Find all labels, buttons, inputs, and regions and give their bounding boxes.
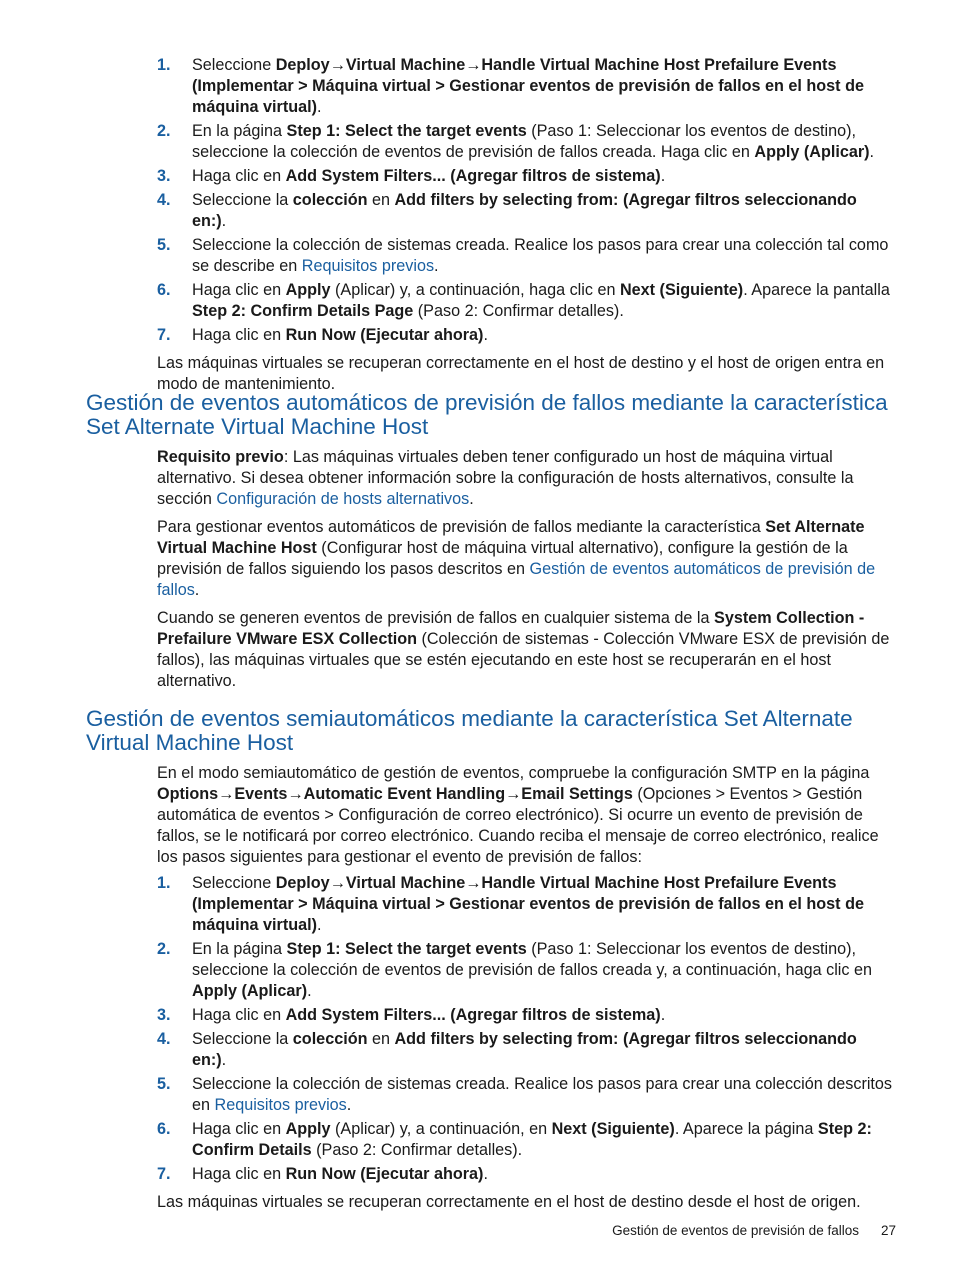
bold-term: Apply: [285, 1120, 331, 1138]
step-number: 1.: [157, 56, 171, 74]
text-run: →: [287, 785, 304, 803]
step-number: 1.: [157, 874, 171, 892]
text-run: (Paso 1: Seleccionar los eventos de destino), seleccione la colección de eventos de previsión de fallos creada. Haga clic en: [192, 122, 857, 161]
ordered-steps: [157, 873, 895, 1185]
step-number: 3.: [157, 167, 171, 185]
automatic-handling-paragraph: [157, 517, 895, 601]
bold-term: Set Alternate Virtual Machine Host: [157, 518, 865, 557]
text-run: Seleccione: [192, 56, 276, 74]
bold-term: Deploy: [275, 56, 330, 74]
text-run: . Aparece la pantalla: [743, 281, 890, 299]
ordered-steps: [157, 55, 895, 346]
bold-term: Next (Siguiente): [619, 281, 744, 299]
bold-term: Virtual Machine: [345, 56, 466, 74]
text-run: (Configurar host de máquina virtual alternativo), configure la gestión de la previsión de fallos siguiendo los pasos descritos en: [157, 539, 848, 578]
text-run: .: [660, 167, 666, 185]
step-number: 2.: [157, 940, 171, 958]
step-number: 5.: [157, 236, 171, 254]
text-run: .: [317, 98, 322, 116]
text-run: En la página: [192, 122, 287, 140]
bold-term: Requisito previo: [157, 448, 284, 466]
text-run: En la página: [192, 940, 287, 958]
text-run: . Aparece la página: [674, 1120, 818, 1138]
prerequisite-paragraph: [157, 447, 895, 510]
text-run: →: [465, 56, 482, 74]
text-run: Seleccione: [192, 874, 276, 892]
bold-term: Step 1: Select the target events: [286, 940, 527, 958]
step-item: [157, 939, 895, 1002]
step-item: [157, 55, 895, 118]
footer-section-title: Gestión de eventos de previsión de fallos: [612, 1223, 859, 1238]
section-body-semiautomatic: [157, 763, 895, 1213]
text-run: →: [218, 785, 235, 803]
text-run: en: [367, 1030, 395, 1048]
bold-term: Handle Virtual Machine Host Prefailure Events (Implementar > Máquina virtual > Gestionar eventos de previsión de fallos en el host de máquina virtual): [192, 56, 864, 116]
step-item: [157, 1074, 895, 1116]
text-run: Haga clic en: [192, 167, 286, 185]
bold-term: Add System Filters... (Agregar filtros de sistema): [285, 167, 661, 185]
bold-term: Next (Siguiente): [551, 1120, 675, 1138]
bold-term: Step 2: Confirm Details Page: [192, 302, 414, 320]
text-run: Seleccione la colección de sistemas creada. Realice los pasos para crear una colección tal como se describe en: [192, 236, 889, 275]
text-run: (Paso 2: Confirmar detalles).: [413, 302, 624, 320]
bold-term: Events: [234, 785, 288, 803]
text-run: (Paso 1: Seleccionar los eventos de destino), seleccione la colección de eventos de previsión de fallos creada y, a continuación, haga clic en: [192, 940, 872, 979]
bold-term: Add filters by selecting from: (Agregar filtros seleccionando en:): [192, 191, 857, 230]
text-run: (Aplicar) y, a continuación, en: [330, 1120, 552, 1138]
bold-term: Add filters by selecting from: (Agregar filtros seleccionando en:): [192, 1030, 857, 1069]
text-run: (Paso 2: Confirmar detalles).: [311, 1141, 523, 1159]
text-run: .: [469, 490, 474, 508]
step-number: 5.: [157, 1075, 171, 1093]
bold-term: Virtual Machine: [345, 874, 466, 892]
step-item: [157, 190, 895, 232]
result-paragraph: Las máquinas virtuales se recuperan correctamente en el host de destino y el host de origen entra en modo de mantenimiento.: [157, 354, 885, 393]
text-run: (Colección de sistemas - Colección VMware ESX de previsión de fallos), las máquinas virtuales que se estén ejecutando en este host se recuperarán en el host alternativo.: [157, 630, 890, 690]
text-run: .: [483, 1165, 488, 1183]
step-item: [157, 1005, 895, 1026]
text-run: →: [329, 56, 346, 74]
text-run: : Las máquinas virtuales deben tener configurado un host de máquina virtual alternativo. Si desea obtener información sobre la configuración de hosts alternativos, consulte la sección: [157, 448, 854, 508]
bold-term: System Collection - Prefailure VMware ESX Collection: [157, 609, 865, 648]
text-run: .: [434, 257, 439, 275]
text-run: .: [660, 1006, 666, 1024]
text-run: Haga clic en: [192, 1006, 286, 1024]
step-number: 3.: [157, 1006, 171, 1024]
text-run: en: [367, 191, 395, 209]
text-run: Cuando se generen eventos de previsión de fallos en cualquier sistema de la: [157, 609, 715, 627]
bold-term: Automatic Event Handling: [303, 785, 506, 803]
text-run: →: [505, 785, 522, 803]
page-footer: [612, 1222, 896, 1240]
text-run: Haga clic en: [192, 1120, 286, 1138]
step-item: [157, 166, 895, 187]
text-run: .: [869, 143, 875, 161]
text-run: Para gestionar eventos automáticos de previsión de fallos mediante la característica: [157, 518, 766, 536]
text-run: →: [329, 874, 346, 892]
step-number: 6.: [157, 281, 171, 299]
text-run: .: [346, 1096, 352, 1114]
bold-term: Add System Filters... (Agregar filtros de sistema): [285, 1006, 661, 1024]
text-run: Haga clic en: [192, 1165, 286, 1183]
cross-reference-link[interactable]: Configuración de hosts alternativos: [216, 490, 470, 508]
section-heading-semiautomatic: Gestión de eventos semiautomáticos mediante la característica Set Alternate Virtual Machine Host: [86, 706, 853, 755]
bold-term: Apply (Aplicar): [754, 143, 870, 161]
step-item: [157, 235, 895, 277]
bold-term: Handle Virtual Machine Host Prefailure Events (Implementar > Máquina virtual > Gestionar eventos de previsión de fallos en el host de máquina virtual): [192, 874, 864, 934]
step-item: [157, 1029, 895, 1071]
text-run: →: [465, 874, 482, 892]
text-run: (Opciones > Eventos > Gestión automática de eventos > Configuración de correo electrónico). Si ocurre un evento de previsión de fallos, se le notificará por correo electrónico. Cuando reciba el mensaje de correo electrónico, realice los pasos siguientes para gestionar el evento de previsión de fallos:: [157, 785, 879, 866]
bold-term: colección: [292, 191, 368, 209]
step-item: [157, 121, 895, 163]
text-run: .: [221, 1051, 227, 1069]
step-number: 2.: [157, 122, 171, 140]
text-run: Seleccione la colección de sistemas creada. Realice los pasos para crear una colección descritos en: [192, 1075, 893, 1114]
steps-list-deploy: [157, 55, 895, 395]
text-run: .: [221, 212, 227, 230]
text-run: .: [483, 326, 488, 344]
step-item: [157, 280, 895, 322]
cross-reference-link[interactable]: Requisitos previos: [214, 1096, 347, 1114]
text-run: .: [317, 916, 322, 934]
result-paragraph: Las máquinas virtuales se recuperan correctamente en el host de destino desde el host de origen.: [157, 1193, 861, 1211]
bold-term: Apply (Aplicar): [192, 982, 308, 1000]
cross-reference-link[interactable]: Gestión de eventos automáticos de previsión de fallos: [157, 560, 876, 599]
text-run: .: [194, 581, 200, 599]
bold-term: Run Now (Ejecutar ahora): [285, 326, 484, 344]
section-body-automatic: [157, 447, 895, 692]
page-number: 27: [880, 1223, 896, 1238]
text-run: .: [307, 982, 312, 1000]
step-item: [157, 1164, 895, 1185]
bold-term: colección: [292, 1030, 368, 1048]
step-number: 7.: [157, 326, 171, 344]
bold-term: Run Now (Ejecutar ahora): [285, 1165, 484, 1183]
bold-term: Apply: [285, 281, 331, 299]
bold-term: Options: [157, 785, 219, 803]
step-number: 6.: [157, 1120, 171, 1138]
system-collection-paragraph: [157, 608, 895, 692]
smtp-settings-paragraph: [157, 763, 895, 868]
text-run: (Aplicar) y, a continuación, haga clic en: [330, 281, 620, 299]
cross-reference-link[interactable]: Requisitos previos: [301, 257, 435, 275]
step-number: 7.: [157, 1165, 171, 1183]
step-item: [157, 1119, 895, 1161]
bold-term: Deploy: [275, 874, 330, 892]
text-run: En el modo semiautomático de gestión de eventos, compruebe la configuración SMTP en la página: [157, 764, 870, 782]
text-run: Haga clic en: [192, 326, 286, 344]
bold-term: Step 2: Confirm Details: [192, 1120, 872, 1159]
step-number: 4.: [157, 1030, 171, 1048]
text-run: Seleccione la: [192, 191, 293, 209]
bold-term: Email Settings: [521, 785, 633, 803]
step-item: [157, 873, 895, 936]
text-run: Haga clic en: [192, 281, 286, 299]
step-item: [157, 325, 895, 346]
step-number: 4.: [157, 191, 171, 209]
bold-term: Step 1: Select the target events: [286, 122, 527, 140]
text-run: Seleccione la: [192, 1030, 293, 1048]
section-heading-automatic: Gestión de eventos automáticos de previsión de fallos mediante la característica Set Alternate Virtual Machine Host: [86, 390, 888, 439]
